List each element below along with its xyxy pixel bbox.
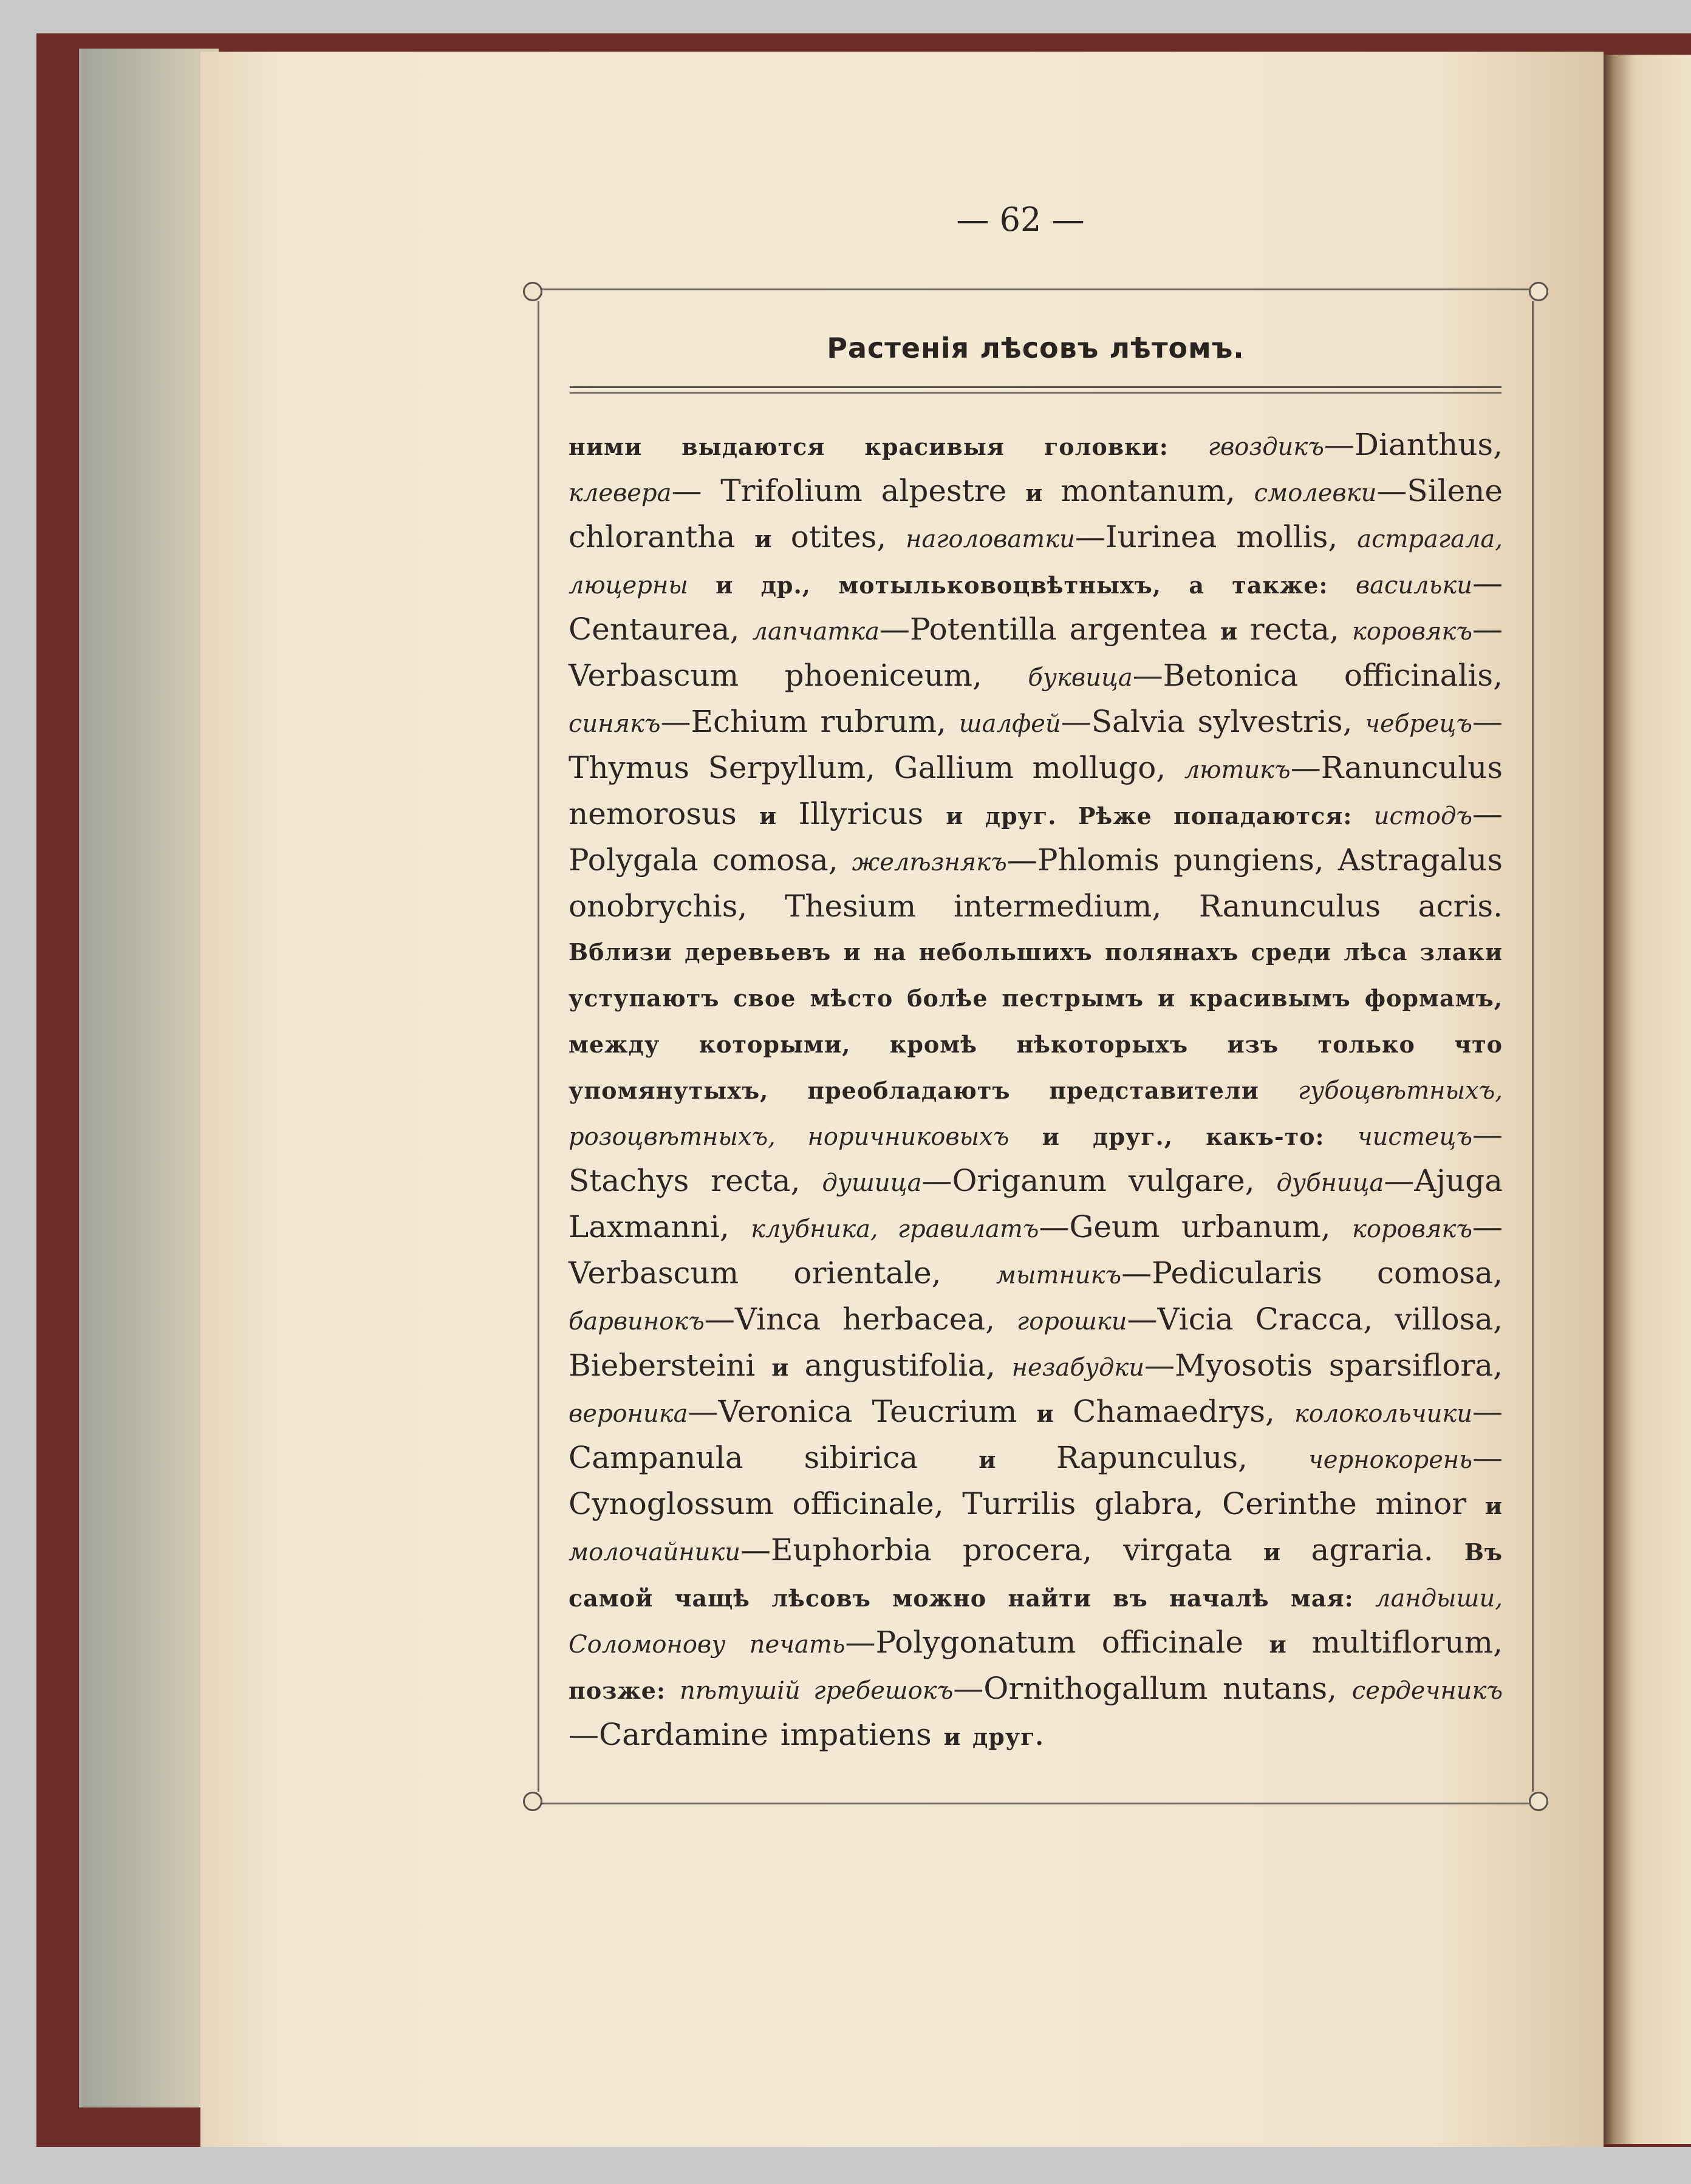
russian-plant-name: горошки	[1017, 1308, 1127, 1336]
text-frame	[531, 288, 1540, 1804]
body-text-run: и	[1269, 1631, 1312, 1658]
page-edges	[79, 49, 219, 2107]
latin-plant-name: —Dianthus,	[1324, 427, 1503, 462]
latin-plant-name: —Iurinea mollis,	[1074, 519, 1358, 555]
russian-plant-name: колокольчики	[1294, 1400, 1472, 1428]
latin-plant-name: —Polygonatum officinale	[845, 1625, 1269, 1660]
latin-plant-name: —Salvia sylvestris,	[1061, 704, 1365, 739]
body-text-run: и	[979, 1446, 1056, 1473]
body-text-run: и друг., какъ-то:	[1009, 1123, 1358, 1150]
body-text-run: Вблизи деревьевъ и на небольшихъ полянахъ среди лѣса злаки уступаютъ свое мѣсто болѣе пестрымъ и красивымъ формамъ, между которыми, кромѣ нѣкоторыхъ изъ только что упомянутыхъ, преобладаютъ представители	[569, 938, 1503, 1104]
frame-inner-border	[538, 301, 1534, 1792]
body-text-run: и	[1025, 479, 1061, 507]
russian-plant-name: наголоватки	[906, 525, 1075, 553]
body-text-run: Въ самой чащѣ лѣсовъ можно найти въ началѣ мая:	[569, 1538, 1503, 1612]
latin-plant-name: —Phlomis pungiens, Astragalus onobrychis, Thesium intermedium, Ranunculus acris.	[569, 842, 1503, 924]
latin-plant-name: recta,	[1249, 612, 1353, 647]
russian-plant-name: ландыши, Соломонову печать	[569, 1585, 1503, 1659]
latin-plant-name: —Betonica officinalis,	[1132, 658, 1503, 693]
latin-plant-name: —Ajuga Laxmanni,	[569, 1163, 1503, 1244]
corner-ornament-icon	[523, 282, 542, 301]
body-text-run: и друг.	[943, 1723, 1044, 1750]
page-number: — 62 —	[956, 200, 1085, 239]
latin-plant-name: —Silene chlorantha	[569, 473, 1503, 555]
latin-plant-name: —Cynoglossum officinale, Turrilis glabra, Cerinthe minor	[569, 1440, 1503, 1521]
russian-plant-name: васильки	[1355, 572, 1472, 599]
russian-plant-name: губоцвѣтныхъ, розоцвѣтныхъ, норичниковыхъ	[569, 1077, 1503, 1151]
latin-plant-name: —Geum urbanum,	[1039, 1209, 1353, 1244]
body-text-run: позже:	[569, 1677, 680, 1704]
russian-plant-name: смолевки	[1254, 479, 1377, 507]
russian-plant-name: чебрецъ	[1365, 710, 1472, 738]
latin-plant-name: —Echium rubrum,	[660, 704, 959, 739]
russian-plant-name: буквица	[1028, 664, 1133, 692]
latin-plant-name: —Verbascum orientale,	[569, 1209, 1503, 1291]
body-text-run: и	[771, 1354, 805, 1381]
latin-plant-name: —Polygala comosa,	[569, 796, 1503, 878]
russian-plant-name: клевера	[569, 479, 672, 507]
russian-plant-name: синякъ	[569, 710, 661, 738]
russian-plant-name: коровякъ	[1352, 618, 1472, 646]
body-text-run: ними выдаются красивыя головки:	[569, 433, 1208, 460]
russian-plant-name: чистецъ	[1357, 1123, 1472, 1151]
body-text-run: и	[1036, 1400, 1073, 1427]
russian-plant-name: незабудки	[1011, 1354, 1144, 1382]
russian-plant-name: астрагала, люцерны	[569, 525, 1503, 599]
russian-plant-name: дубница	[1276, 1169, 1384, 1197]
russian-plant-name: чернокорень	[1308, 1446, 1473, 1474]
latin-plant-name: Rapunculus,	[1056, 1440, 1309, 1475]
latin-plant-name: —Potentilla argentea	[880, 612, 1220, 647]
latin-plant-name: —Centaurea,	[569, 565, 1503, 647]
latin-plant-name: otites,	[790, 519, 906, 555]
body-text-run: и	[1263, 1538, 1311, 1566]
latin-plant-name: —Campanula sibirica	[569, 1394, 1503, 1475]
russian-plant-name: душица	[822, 1169, 922, 1197]
header-rule	[570, 392, 1501, 394]
latin-plant-name: —Euphorbia procera, virgata	[740, 1532, 1263, 1568]
latin-plant-name: —Stachys recta,	[569, 1117, 1503, 1198]
latin-plant-name: —Vicia Cracca, villosa, Biebersteini	[569, 1302, 1503, 1383]
latin-plant-name: agraria.	[1311, 1532, 1464, 1568]
russian-plant-name: лапчатка	[752, 618, 880, 646]
latin-plant-name: —Vinca herbacea,	[704, 1302, 1017, 1337]
latin-plant-name: multiflorum,	[1311, 1625, 1503, 1660]
body-text-run: и друг. Рѣже попадаются:	[946, 802, 1374, 830]
russian-plant-name: шалфей	[958, 710, 1061, 738]
russian-plant-name: сердечникъ	[1351, 1677, 1503, 1705]
latin-plant-name: montanum,	[1061, 473, 1254, 508]
facing-page-edge	[1604, 55, 1691, 2144]
latin-plant-name: —Origanum vulgare,	[921, 1163, 1277, 1198]
russian-plant-name: молочайники	[569, 1538, 741, 1566]
russian-plant-name: клубника, гравилатъ	[751, 1215, 1039, 1243]
latin-plant-name: —Ornithogallum nutans,	[953, 1671, 1352, 1706]
latin-plant-name: —Pedicularis comosa,	[1121, 1255, 1503, 1291]
latin-plant-name: —Thymus Serpyllum, Gallium mollugo,	[569, 704, 1503, 785]
corner-ornament-icon	[1529, 1792, 1548, 1811]
body-text-run: и	[1220, 618, 1250, 645]
corner-ornament-icon	[1529, 282, 1548, 301]
latin-plant-name: —Verbascum phoeniceum,	[569, 612, 1503, 693]
body-text-run: и	[759, 802, 799, 830]
russian-plant-name: гвоздикъ	[1208, 433, 1324, 461]
latin-plant-name: —Cardamine impatiens	[569, 1717, 944, 1752]
latin-plant-name: — Trifolium alpestre	[671, 473, 1026, 508]
russian-plant-name: коровякъ	[1352, 1215, 1472, 1243]
body-text-run: и	[1484, 1492, 1503, 1520]
russian-plant-name: истодъ	[1373, 802, 1472, 830]
russian-plant-name: вероника	[569, 1400, 688, 1428]
latin-plant-name: —Myosotis sparsiflora,	[1144, 1348, 1503, 1383]
latin-plant-name: angustifolia,	[804, 1348, 1012, 1383]
running-header: Растенія лѣсовъ лѣтомъ.	[827, 332, 1245, 364]
latin-plant-name: —Ranunculus nemorosus	[569, 750, 1503, 831]
body-text-run: и	[754, 525, 791, 553]
latin-plant-name: Chamaedrys,	[1073, 1394, 1294, 1429]
corner-ornament-icon	[523, 1792, 542, 1811]
russian-plant-name: мытникъ	[996, 1261, 1122, 1289]
body-paragraph	[569, 423, 1503, 1759]
russian-plant-name: барвинокъ	[569, 1308, 705, 1336]
russian-plant-name: желѣзнякъ	[852, 848, 1007, 876]
russian-plant-name: лютикъ	[1184, 756, 1291, 784]
header-rule	[570, 386, 1501, 388]
body-text-run: и др., мотыльковоцвѣтныхъ, а также:	[688, 572, 1356, 599]
latin-plant-name: —Veronica Teucrium	[688, 1394, 1037, 1429]
russian-plant-name: пѣтушій гребешокъ	[680, 1677, 954, 1705]
latin-plant-name: Illyricus	[798, 796, 946, 831]
